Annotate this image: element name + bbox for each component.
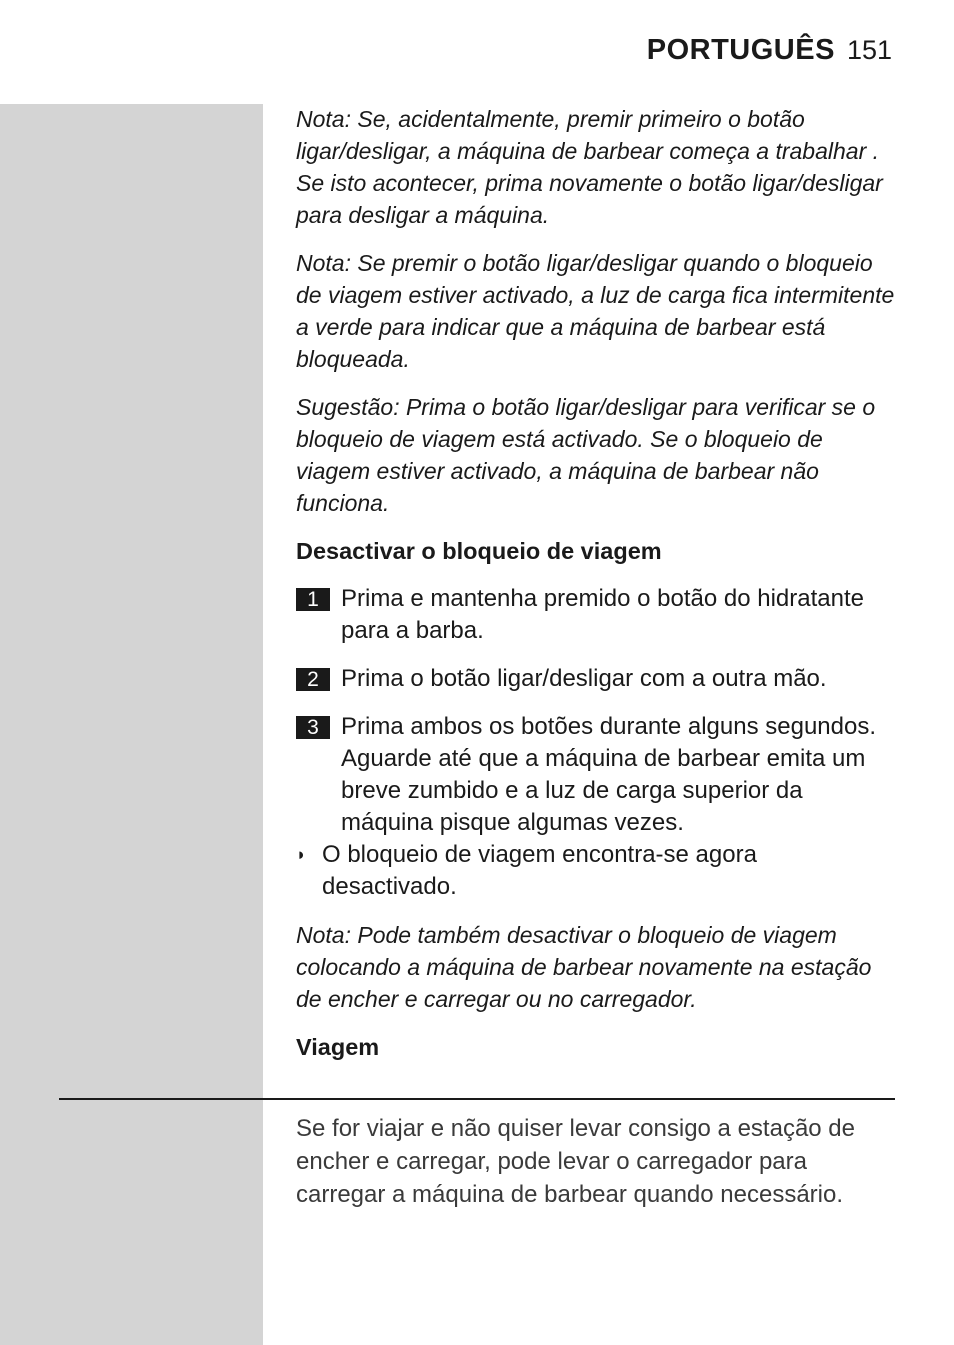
result-arrow-icon: ◗ [296, 845, 307, 864]
result-item [296, 839, 896, 903]
step-text: Prima e mantenha premido o botão do hidratante para a barba. [341, 585, 864, 644]
step-text: Prima o botão ligar/desligar com a outra mão. [341, 665, 827, 692]
step-number: 2 [296, 668, 330, 691]
step-item [296, 663, 896, 695]
step-item [296, 583, 896, 647]
page-number: 151 [846, 35, 892, 65]
section-title-deactivate: Desactivar o bloqueio de viagem [296, 538, 662, 564]
page-header [647, 34, 892, 67]
step-text: Prima ambos os botões durante alguns segundos. Aguarde até que a máquina de barbear emita um breve zumbido e a luz de carga superior da máquina pisque algumas vezes. [341, 713, 876, 836]
language-label: PORTUGUÊS [646, 34, 835, 66]
step-item [296, 711, 896, 839]
page-margin-band [0, 104, 263, 1345]
travel-paragraph: Se for viajar e não quiser levar consigo a estação de encher e carregar, pode levar o carregador para carregar a máquina de barbear quando necessário. [296, 1115, 855, 1208]
tip-check-lock: Sugestão: Prima o botão ligar/desligar para verificar se o bloqueio de viagem está activado. Se o bloqueio de viagem estiver activado, a máquina de barbear não funciona. [296, 394, 876, 516]
note-deactivate-alt: Nota: Pode também desactivar o bloqueio de viagem colocando a máquina de barbear novamente na estação de encher e carregar ou no carregador. [296, 922, 872, 1012]
note-lock-active: Nota: Se premir o botão ligar/desligar quando o bloqueio de viagem estiver activado, a luz de carga fica intermitente a verde para indicar que a máquina de barbear está bloqueada. [296, 250, 895, 372]
main-content [296, 103, 896, 1079]
result-text: O bloqueio de viagem encontra-se agora desactivado. [322, 841, 757, 900]
step-number: 1 [296, 588, 330, 611]
step-number: 3 [296, 716, 330, 739]
note-accidental-start: Nota: Se, acidentalmente, premir primeiro o botão ligar/desligar, a máquina de barbear começa a trabalhar . Se isto acontecer, prima novamente o botão ligar/desligar para desligar a máquina. [296, 106, 883, 228]
section-divider [59, 1098, 895, 1100]
section-title-travel: Viagem [296, 1034, 380, 1060]
